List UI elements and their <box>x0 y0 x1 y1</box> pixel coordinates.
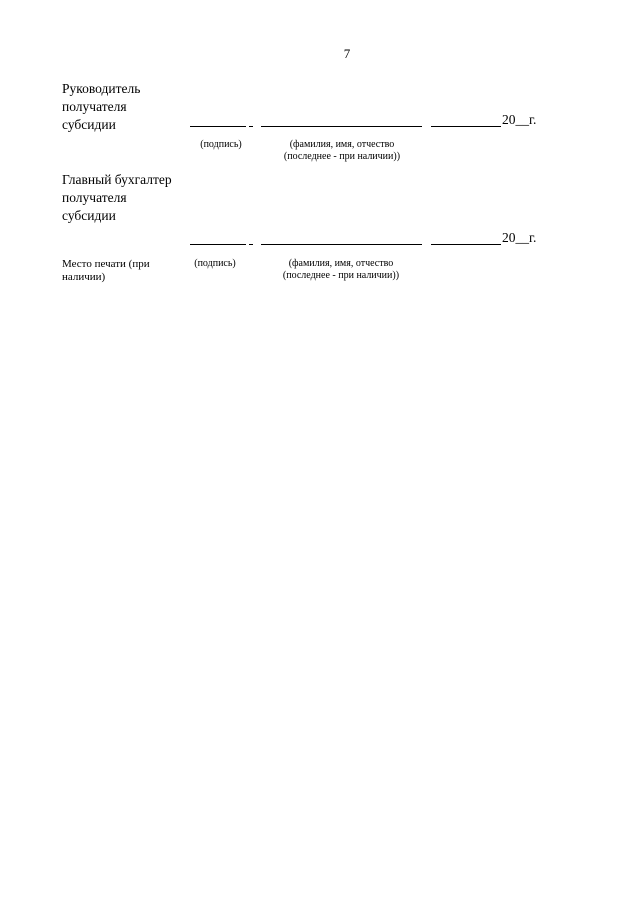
director-name-line <box>261 126 422 127</box>
director-signature-caption-text: (подпись) <box>200 139 242 150</box>
chief-accountant-signature-caption-text: (подпись) <box>194 258 236 269</box>
chief-accountant-signature-line-tail <box>249 244 253 245</box>
chief-accountant-signature-line <box>190 244 246 245</box>
director-date-suffix: г. <box>529 112 537 127</box>
chief-accountant-name-caption-line-1: (фамилия, имя, отчество <box>288 258 394 269</box>
director-role-line-3: субсидии <box>62 117 116 132</box>
chief-accountant-date-line <box>431 244 501 245</box>
chief-accountant-name-caption-line-2: (последнее - при наличии)) <box>282 270 400 281</box>
director-role-label <box>62 80 140 134</box>
page-number: 7 <box>343 46 351 61</box>
director-date-year: 20 <box>502 112 516 127</box>
chief-accountant-role-line-1: Главный бухгалтер <box>62 172 172 187</box>
director-signature-line-tail <box>249 126 253 127</box>
director-date-text: 20__г. <box>502 112 537 127</box>
director-role-line-2: получателя <box>62 99 127 114</box>
chief-accountant-date-suffix: г. <box>529 230 537 245</box>
chief-accountant-role-line-2: получателя <box>62 190 127 205</box>
director-name-caption-line-1: (фамилия, имя, отчество <box>289 139 395 150</box>
director-date-line <box>431 126 501 127</box>
chief-accountant-role-label <box>62 171 172 225</box>
chief-accountant-name-line <box>261 244 422 245</box>
director-role-line-1: Руководитель <box>62 81 141 96</box>
stamp-place-line-2: наличии) <box>62 271 106 283</box>
director-name-caption <box>262 139 422 163</box>
director-name-caption-line-2: (последнее - при наличии)) <box>283 151 401 162</box>
stamp-place-line-1: Место печати (при <box>62 258 150 270</box>
stamp-place-label <box>62 258 150 284</box>
chief-accountant-role-line-3: субсидии <box>62 208 116 223</box>
chief-accountant-signature-caption <box>187 258 243 270</box>
director-signature-line <box>190 126 246 127</box>
chief-accountant-date-year: 20 <box>502 230 516 245</box>
chief-accountant-date-text: 20__г. <box>502 230 537 245</box>
chief-accountant-name-caption <box>261 258 421 282</box>
director-signature-caption <box>193 139 249 151</box>
